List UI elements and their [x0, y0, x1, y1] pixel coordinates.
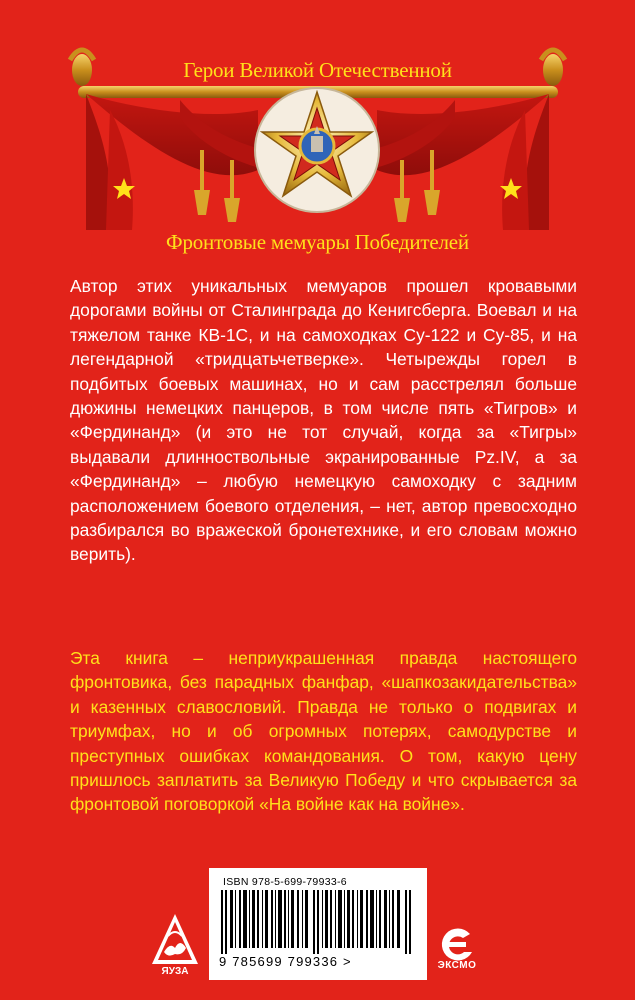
victory-order-medal: [255, 88, 379, 212]
isbn-label: ISBN 978-5-699-79933-6: [223, 876, 347, 888]
barcode-icon: [221, 890, 415, 954]
publisher-name: ЯУЗА: [161, 966, 189, 977]
barcode-digits: 9 785699 799336 >: [219, 954, 352, 969]
series-title-bottom: Фронтовые мемуары Победителей: [166, 230, 469, 254]
book-description-paragraph-2: Эта книга – неприукрашенная правда настоящего фронтовика, без парадных фанфар, «шапкозакидательства» и казенных славословий. Правда не только о подвигах и триумфах, но и об огромных потерях, самодурстве и преступных ошибках командования. О том, какую цену пришлось заплатить за Великую Победу и что скрывается за фронтовой поговоркой «На войне как на войне».: [70, 648, 577, 815]
book-description-paragraph-1: Автор этих уникальных мемуаров прошел кровавыми дорогами войны от Сталинграда до Кенигсберга. Воевал и на тяжелом танке КВ-1С, и на самоходках Су-122 и Су-85, и на легендарной «тридцатьчетверке». Четырежды горел в подбитых боевых машинах, но и сам расстрелял больше дюжины немецких панцеров, в том числе пять «Тигров» и «Фердинанд» (и это не тот случай, когда за «Тигры» выдавали длинноствольные экранированные Pz.IV, а за «Фердинанд» – любую немецкую самоходку с задним расположением боевого отделения, – нет, автор превосходно разбирался во вражеской бронетехнике, и его словам можно верить).: [70, 276, 577, 565]
barcode-box: [209, 868, 427, 980]
series-title-top: Герои Великой Отечественной: [183, 58, 452, 82]
imprint-name: ЭКСМО: [437, 960, 477, 971]
